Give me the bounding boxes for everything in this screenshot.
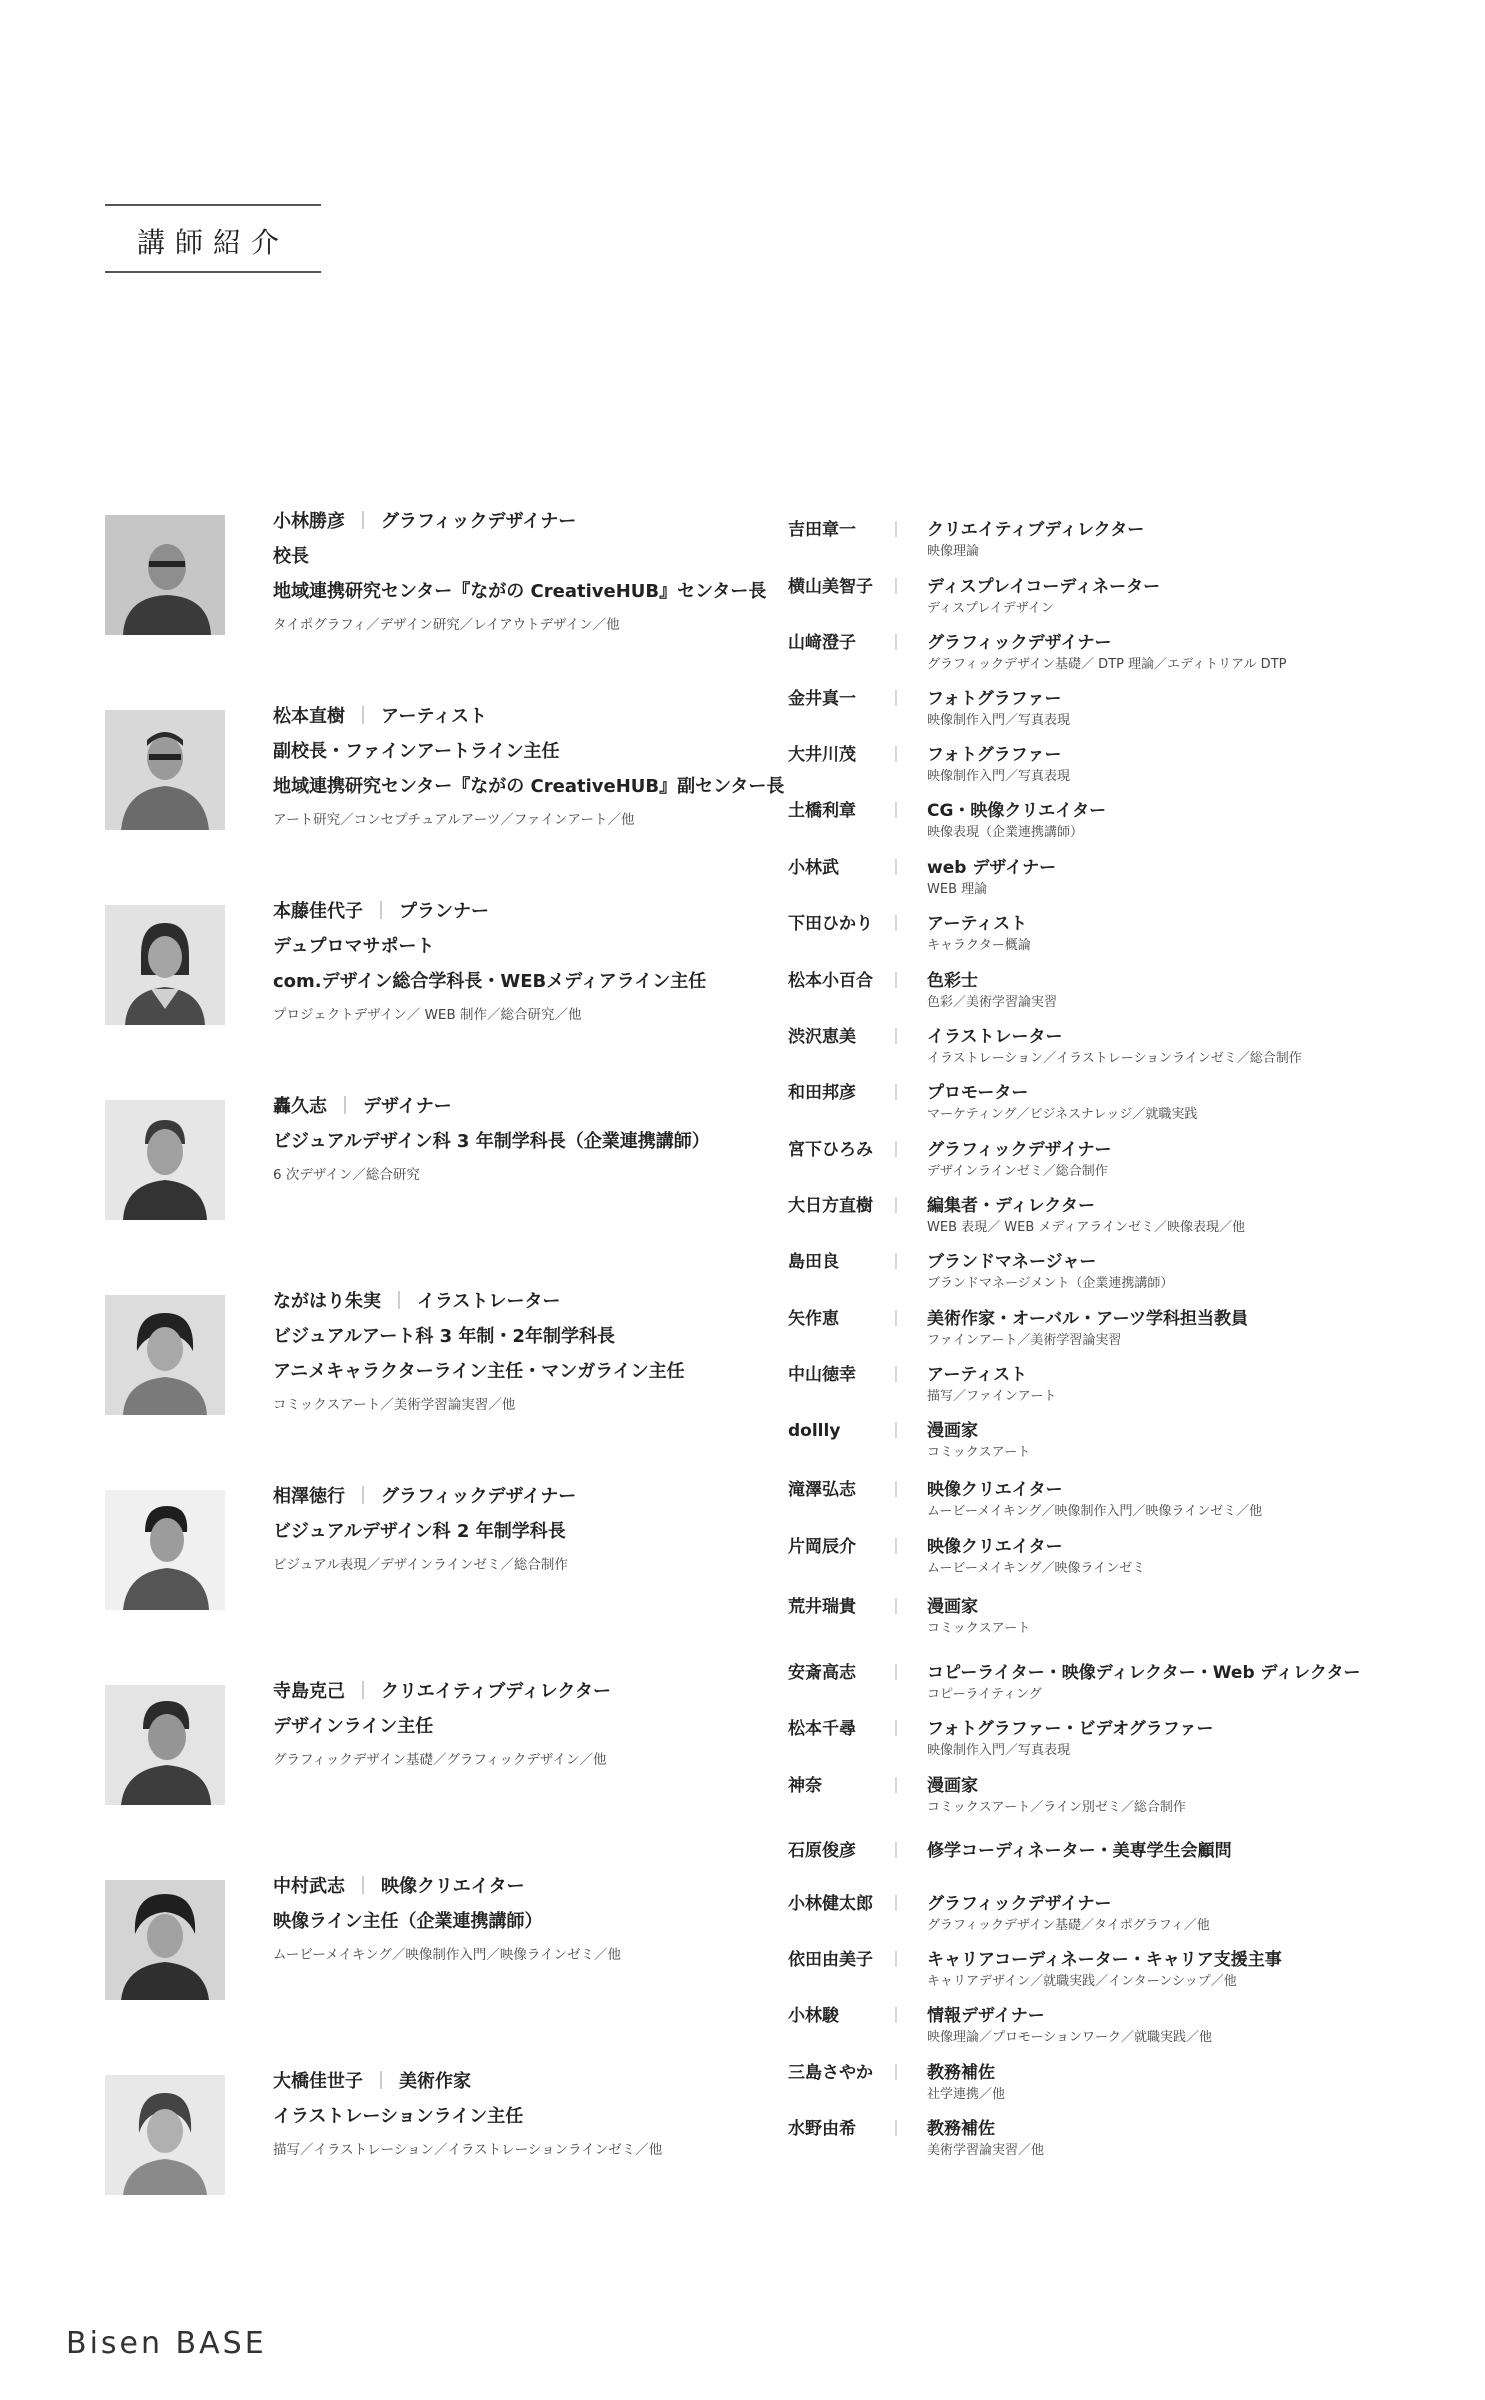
separator: ｜ [888,745,905,764]
staff-row [788,1364,1448,1414]
staff-subjects: コミックスアート [927,1621,1031,1636]
separator: ｜ [888,2063,905,2082]
separator: ｜ [888,633,905,652]
staff-role: 映像クリエイター [927,1480,1063,1500]
instructor-role: ビジュアルデザイン科 2 年制学科長 [273,1521,566,1542]
instructor-role: com.デザイン総合学科長・WEBメディアライン主任 [273,971,707,992]
staff-row [788,1536,1448,1586]
instructor-subjects: ビジュアル表現／デザインラインゼミ／総合制作 [273,1557,568,1573]
separator: ｜ [888,1663,905,1682]
staff-role: グラフィックデザイナー [927,1140,1112,1160]
staff-name: 荒井瑞貴 [788,1597,856,1617]
instructor-photo [105,515,225,635]
staff-subjects: 色彩／美術学習論実習 [927,995,1058,1010]
featured-item [273,1875,743,1965]
staff-row [788,2118,1448,2168]
featured-item [273,900,743,1025]
staff-row [788,913,1448,963]
staff-name: 島田良 [788,1252,839,1272]
staff-subjects: 映像制作入門／写真表現 [927,713,1071,728]
separator: ｜ [888,1480,905,1499]
instructor-subjects: 6 次デザイン／総合研究 [273,1167,420,1183]
instructor-name: 中村武志 [273,1876,345,1897]
separator: ｜ [888,1309,905,1328]
staff-subjects: グラフィックデザイン基礎／ DTP 理論／エディトリアル DTP [927,657,1287,672]
staff-name: 渋沢恵美 [788,1027,856,1047]
staff-name: 安斎高志 [788,1663,856,1683]
staff-role: 漫画家 [927,1421,978,1441]
staff-name: 中山徳幸 [788,1365,856,1385]
staff-name: 三島さやか [788,2063,873,2083]
staff-row [788,1893,1448,1943]
separator: ｜ [888,2119,905,2138]
staff-role: フォトグラファー [927,745,1062,765]
staff-subjects: イラストレーション／イラストレーションラインゼミ／総合制作 [927,1051,1302,1066]
staff-role: 漫画家 [927,1776,978,1796]
staff-role: グラフィックデザイナー [927,633,1112,653]
staff-name: 小林武 [788,858,839,878]
separator: ｜ [354,706,372,727]
separator: ｜ [888,1196,905,1215]
staff-subjects: ディスプレイデザイン [927,601,1054,616]
instructor-subjects: グラフィックデザイン基礎／グラフィックデザイン／他 [273,1752,607,1768]
staff-role: 情報デザイナー [927,2006,1045,2026]
footer-brand: Bisen BASE [66,2326,267,2361]
separator: ｜ [888,1894,905,1913]
separator: ｜ [354,1876,372,1897]
staff-role: アーティスト [927,914,1028,934]
separator: ｜ [888,520,905,539]
header-rule-top [105,204,321,206]
instructor-photo [105,1685,225,1805]
staff-row [788,1479,1448,1529]
staff-role: web デザイナー [927,858,1057,878]
staff-subjects: コミックスアート／ライン別ゼミ／総合制作 [927,1800,1186,1815]
separator: ｜ [888,1421,905,1440]
staff-name: 依田由美子 [788,1950,873,1970]
staff-role: 編集者・ディレクター [927,1196,1095,1216]
staff-row [788,1775,1448,1825]
instructor-role: デュプロマサポート [273,936,435,957]
separator: ｜ [888,1841,905,1860]
staff-row [788,2062,1448,2112]
staff-subjects: 映像表現（企業連携講師） [927,825,1084,840]
instructor-role: 映像ライン主任（企業連携講師） [273,1911,543,1932]
instructor-title: 映像クリエイター [381,1876,525,1897]
staff-row [788,632,1448,682]
instructor-subjects: ムービーメイキング／映像制作入門／映像ラインゼミ／他 [273,1947,622,1963]
staff-role: 教務補佐 [927,2119,995,2139]
separator: ｜ [888,971,905,990]
instructor-name: 寺島克己 [273,1681,345,1702]
featured-item [273,1095,743,1185]
separator: ｜ [372,901,390,922]
staff-role: ディスプレイコーディネーター [927,577,1161,597]
staff-name: 土橋利章 [788,801,856,821]
staff-name: 石原俊彦 [788,1841,856,1861]
separator: ｜ [354,1486,372,1507]
staff-name: 松本小百合 [788,971,873,991]
featured-item [273,1485,743,1575]
staff-row [788,519,1448,569]
separator: ｜ [888,1597,905,1616]
staff-name: 山﨑澄子 [788,633,856,653]
staff-subjects: キャリアデザイン／就職実践／インターンシップ／他 [927,1974,1237,1989]
instructor-role: アニメキャラクターライン主任・マンガライン主任 [273,1361,685,1382]
staff-name: 宮下ひろみ [788,1140,873,1160]
staff-role: キャリアコーディネーター・キャリア支援主事 [927,1950,1282,1970]
separator: ｜ [888,858,905,877]
staff-role: CG・映像クリエイター [927,801,1107,821]
staff-subjects: マーケティング／ビジネスナレッジ／就職実践 [927,1107,1198,1122]
staff-name: 和田邦彦 [788,1083,856,1103]
staff-role: クリエイティブディレクター [927,520,1145,540]
staff-name: 小林健太郎 [788,1894,873,1914]
staff-subjects: コミックスアート [927,1445,1031,1460]
instructor-name: 本藤佳代子 [273,901,363,922]
instructor-role: ビジュアルアート科 3 年制・2年制学科長 [273,1326,615,1347]
instructor-role: デザインライン主任 [273,1716,434,1737]
staff-row [788,1139,1448,1189]
separator: ｜ [888,1140,905,1159]
instructor-photo [105,2075,225,2195]
instructor-title: グラフィックデザイナー [381,1486,577,1507]
instructor-name: 松本直樹 [273,706,345,727]
staff-subjects: ファインアート／美術学習論実習 [927,1333,1122,1348]
staff-name: 松本千尋 [788,1719,856,1739]
separator: ｜ [336,1096,354,1117]
staff-row [788,1596,1448,1646]
instructor-photo [105,1295,225,1415]
staff-name: 吉田章一 [788,520,856,540]
staff-role: 美術作家・オーバル・アーツ学科担当教員 [927,1309,1248,1329]
staff-subjects: ムービーメイキング／映像ラインゼミ [927,1561,1146,1576]
staff-name: 金井真一 [788,689,856,709]
staff-subjects: グラフィックデザイン基礎／タイポグラフィ／他 [927,1918,1210,1933]
staff-subjects: ムービーメイキング／映像制作入門／映像ラインゼミ／他 [927,1504,1263,1519]
staff-row [788,1251,1448,1301]
staff-role: フォトグラファー・ビデオグラファー [927,1719,1214,1739]
staff-role: 漫画家 [927,1597,978,1617]
instructor-title: 美術作家 [399,2071,471,2092]
staff-row [788,857,1448,907]
separator: ｜ [390,1291,408,1312]
staff-subjects: キャラクター概論 [927,938,1031,953]
staff-name: 滝澤弘志 [788,1480,856,1500]
instructor-role: 地域連携研究センター『ながの CreativeHUB』センター長 [273,581,767,602]
staff-row [788,576,1448,626]
staff-subjects: 描写／ファインアート [927,1389,1057,1404]
instructor-role: ビジュアルデザイン科 3 年制学科長（企業連携講師） [273,1131,710,1152]
page-title: 講師紹介 [136,226,289,259]
staff-subjects: 映像制作入門／写真表現 [927,1743,1071,1758]
staff-name: dollly [788,1421,841,1441]
staff-subjects: WEB 表現／ WEB メディアラインゼミ／映像表現／他 [927,1220,1245,1235]
staff-name: 大井川茂 [788,745,856,765]
instructor-title: アーティスト [381,706,488,727]
header-rule-bottom [105,271,321,273]
instructor-subjects: 描写／イラストレーション／イラストレーションラインゼミ／他 [273,2142,663,2158]
staff-row [788,800,1448,850]
separator: ｜ [888,914,905,933]
instructor-name: 相澤徳行 [273,1486,345,1507]
instructor-role: イラストレーションライン主任 [273,2106,524,2127]
staff-row [788,1662,1448,1712]
staff-subjects: デザインラインゼミ／総合制作 [927,1164,1108,1179]
staff-row [788,688,1448,738]
instructor-title: グラフィックデザイナー [381,511,577,532]
staff-subjects: WEB 理論 [927,882,988,897]
separator: ｜ [888,1719,905,1738]
staff-row [788,1195,1448,1245]
instructor-name: 大橋佳世子 [273,2071,363,2092]
instructor-title: クリエイティブディレクター [381,1681,612,1702]
staff-row [788,1420,1448,1470]
staff-subjects: 映像制作入門／写真表現 [927,769,1071,784]
instructor-subjects: コミックスアート／美術学習論実習／他 [273,1397,516,1413]
instructor-photo [105,710,225,830]
staff-role: コピーライター・映像ディレクター・Web ディレクター [927,1663,1361,1683]
staff-name: 大日方直樹 [788,1196,873,1216]
staff-row [788,1308,1448,1358]
instructor-name: 轟久志 [273,1096,327,1117]
staff-role: ブランドマネージャー [927,1252,1097,1272]
staff-subjects: 社学連携／他 [927,2087,1006,2102]
separator: ｜ [888,2006,905,2025]
separator: ｜ [372,2071,390,2092]
separator: ｜ [888,1537,905,1556]
featured-item [273,2070,743,2160]
staff-role: 修学コーディネーター・美専学生会顧問 [927,1841,1232,1861]
separator: ｜ [888,1252,905,1271]
instructor-name: ながはり朱実 [273,1291,381,1312]
staff-name: 矢作恵 [788,1309,839,1329]
separator: ｜ [888,1027,905,1046]
staff-subjects: 映像理論 [927,544,980,559]
instructor-photo [105,905,225,1025]
staff-row [788,744,1448,794]
staff-name: 横山美智子 [788,577,873,597]
staff-subjects: 映像理論／プロモーションワーク／就職実践／他 [927,2030,1212,2045]
instructor-photo [105,1100,225,1220]
instructor-name: 小林勝彦 [273,511,345,532]
staff-name: 下田ひかり [788,914,873,934]
instructor-photo [105,1880,225,2000]
featured-item [273,1680,743,1770]
staff-role: アーティスト [927,1365,1028,1385]
instructor-title: プランナー [399,901,489,922]
staff-row [788,1026,1448,1076]
staff-role: フォトグラファー [927,689,1062,709]
instructor-subjects: アート研究／コンセプチュアルアーツ／ファインアート／他 [273,812,635,828]
instructor-role: 校長 [273,546,309,567]
staff-row [788,2005,1448,2055]
staff-role: 色彩士 [927,971,978,991]
staff-role: 教務補佐 [927,2063,995,2083]
instructor-subjects: プロジェクトデザイン／ WEB 制作／総合研究／他 [273,1007,582,1023]
staff-role: 映像クリエイター [927,1537,1063,1557]
separator: ｜ [354,511,372,532]
featured-item [273,510,767,635]
staff-subjects: ブランドマネージメント（企業連携講師） [927,1276,1174,1291]
staff-row [788,1949,1448,1999]
separator: ｜ [888,1083,905,1102]
separator: ｜ [888,801,905,820]
featured-item [273,1290,743,1415]
separator: ｜ [888,689,905,708]
staff-name: 神奈 [788,1776,822,1796]
staff-name: 小林駿 [788,2006,839,2026]
instructor-title: イラストレーター [417,1291,561,1312]
staff-subjects: コピーライティング [927,1687,1042,1702]
featured-item [273,705,785,830]
staff-name: 水野由希 [788,2119,856,2139]
staff-role: イラストレーター [927,1027,1063,1047]
separator: ｜ [354,1681,372,1702]
staff-row [788,1840,1448,1890]
separator: ｜ [888,1776,905,1795]
instructor-subjects: タイポグラフィ／デザイン研究／レイアウトデザイン／他 [273,617,620,633]
separator: ｜ [888,1365,905,1384]
instructor-role: 地域連携研究センター『ながの CreativeHUB』副センター長 [273,776,785,797]
staff-subjects: 美術学習論実習／他 [927,2143,1045,2158]
instructor-role: 副校長・ファインアートライン主任 [273,741,560,762]
instructor-photo [105,1490,225,1610]
separator: ｜ [888,577,905,596]
staff-name: 片岡辰介 [788,1537,856,1557]
separator: ｜ [888,1950,905,1969]
staff-role: プロモーター [927,1083,1029,1103]
instructor-title: デザイナー [363,1096,452,1117]
staff-row [788,970,1448,1020]
staff-row [788,1718,1448,1768]
staff-role: グラフィックデザイナー [927,1894,1112,1914]
staff-row [788,1082,1448,1132]
